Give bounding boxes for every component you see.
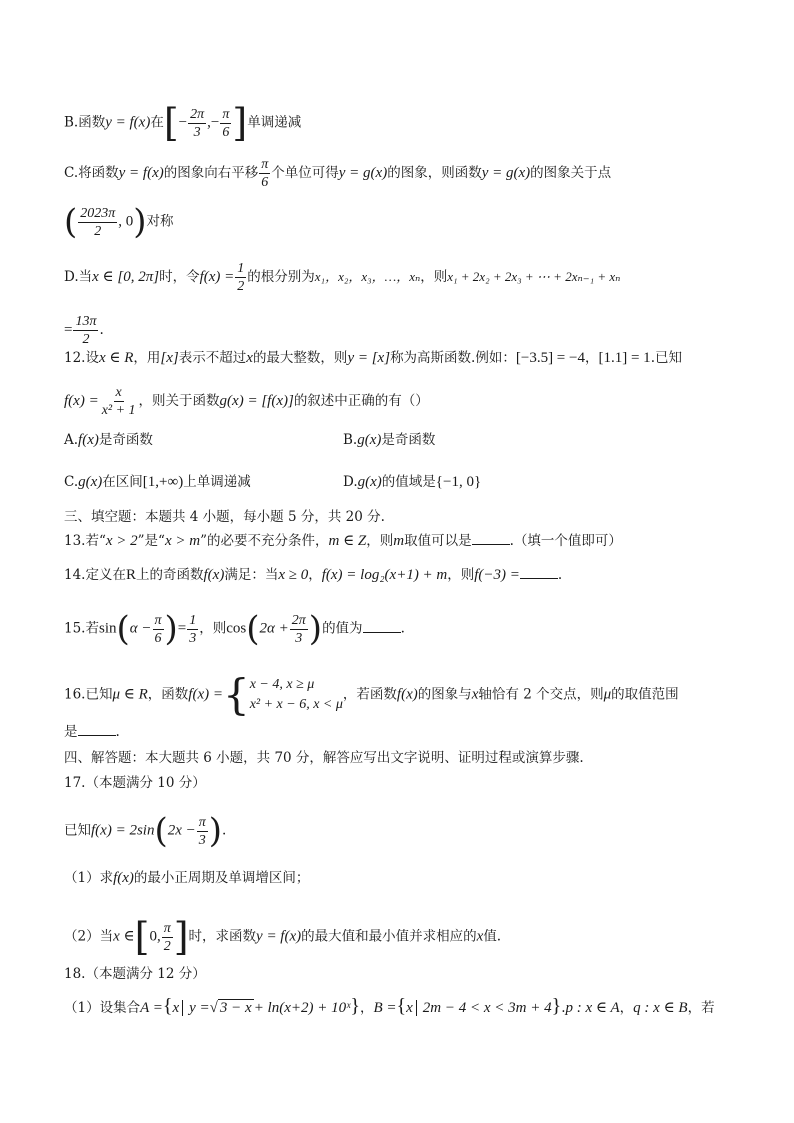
q17-header: 17.（本题满分 10 分） (64, 775, 206, 791)
right-bracket: ] (232, 101, 248, 145)
fraction: $\frac{1}{3}$ (189, 612, 197, 646)
fraction: $\frac{13\pi}{2}$ (75, 314, 97, 347)
text: B.函数 (64, 114, 106, 131)
fraction: $\frac{2023\pi}{2}$ (80, 205, 116, 239)
q12-option-b: B.g(x)是奇函数 (343, 432, 436, 448)
q15: 15.若sin(α − $\frac{\pi}{6}$ )= $\frac{1}{3}$ ，则cos(2α + $\frac{2\pi}{3}$ )的值为 . (64, 609, 405, 649)
q11-option-c: C.将函数y = f(x)的图象向右平移 $\frac{\pi}{6}$ 个单位可得y = g(x)的图象，则函数y = g(x)的图象关于点 (64, 157, 612, 190)
fraction: $\frac{\pi}{2}$ (163, 920, 171, 954)
fraction: $\frac{\pi}{6}$ (222, 106, 230, 140)
fraction: $\frac{1}{2}$ (237, 261, 245, 294)
text: 单调递减 (247, 114, 302, 131)
section-3-heading: 三、填空题：本题共 4 小题，每小题 5 分，共 20 分. (64, 509, 385, 525)
q16-cont: 是 . (64, 724, 120, 740)
fraction: $\frac{\pi}{6}$ (261, 157, 269, 190)
q13: 13.若“x > 2”是“x > m”的必要不充分条件，m ∈ Z，则m取值可以是 .（填一个值即可） (64, 533, 622, 549)
fraction: $\frac{x}{\text{x² + 1}}$ (101, 385, 136, 418)
text: 在 (150, 114, 164, 131)
left-bracket: [ (163, 101, 179, 145)
answer-blank (472, 532, 510, 545)
q11-option-d-result: = $\frac{13\pi}{2}$ . (64, 314, 104, 347)
math-expr: y = f(x) (105, 114, 151, 131)
section-4-heading: 四、解答题：本大题共 6 小题，共 70 分，解答应写出文字说明、证明过程或演算步骤. (64, 750, 584, 766)
q11-option-d: D.当x ∈ [0, 2π]时，令f(x) = $\frac{1}{2}$ 的根分别为x₁，x₂，x₃，…，xₙ，则x₁ + 2x₂ + 2x₃ + ⋯ + 2xₙ₋₁ + xₙ (64, 261, 621, 294)
q18-header: 18.（本题满分 12 分） (64, 966, 206, 982)
answer-blank (520, 566, 558, 579)
q12-option-c: C.g(x)在区间[1,+∞)上单调递减 (64, 474, 251, 490)
q14: 14.定义在R上的奇函数f(x)满足：当x ≥ 0，f(x) = log₂(x+1) + m，则f(−3) = . (64, 567, 563, 583)
q12-stem-2: f(x) = $\frac{x}{\text{x² + 1}}$ ，则关于函数g(x) = [f(x)]的叙述中正确的有（） (64, 385, 429, 418)
fraction: $\frac{2\pi}{3}$ (291, 612, 306, 646)
q12-option-d: D.g(x)的值域是{−1, 0} (343, 474, 482, 490)
q12-stem: 12.设x ∈ R，用[x]表示不超过x的最大整数，则y = [x]称为高斯函数.例如：[−3.5] = −4，[1.1] = 1.已知 (64, 350, 682, 366)
fraction: $\frac{\pi}{3}$ (198, 814, 206, 848)
answer-blank (363, 620, 401, 633)
fraction: $\frac{\pi}{6}$ (154, 612, 162, 646)
q12-option-a: A.f(x)是奇函数 (64, 432, 153, 448)
q17-part-2: （2）当x ∈[0, $\frac{\pi}{2}$ ]时，求函数y = f(x)的最大值和最小值并求相应的x值. (64, 915, 502, 959)
q11-option-b: B.函数y = f(x)在[− $\frac{2\pi}{3}$ ,− $\frac{\pi}{6}$ ]单调递减 (64, 101, 302, 145)
q17-given: 已知f(x) = 2sin(2x − $\frac{\pi}{3}$ ). (64, 811, 227, 851)
answer-blank (78, 723, 116, 736)
q17-part-1: （1）求f(x)的最小正周期及单调增区间； (64, 870, 310, 886)
q18-part-1: （1）设集合A ={x y =√ 3 − x + ln(x+2) + 10ˣ}，B ={x 2m − 4 < x < 3m + 4}.p : x ∈ A，q : x ∈ B，若 (64, 995, 715, 1017)
fraction: $\frac{2\pi}{3}$ (190, 106, 205, 140)
piecewise: { x − 4, x ≥ μ x² + x − 6, x < μ (222, 670, 343, 719)
q11-option-c-point: ( $\frac{2023\pi}{2}$ , 0)对称 (64, 202, 174, 242)
q16: 16.已知μ ∈ R，函数f(x) = { x − 4, x ≥ μ x² + x − 6, x < μ ，若函数f(x)的图象与x轴恰有 2 个交点，则μ的取值范围 (64, 670, 679, 719)
